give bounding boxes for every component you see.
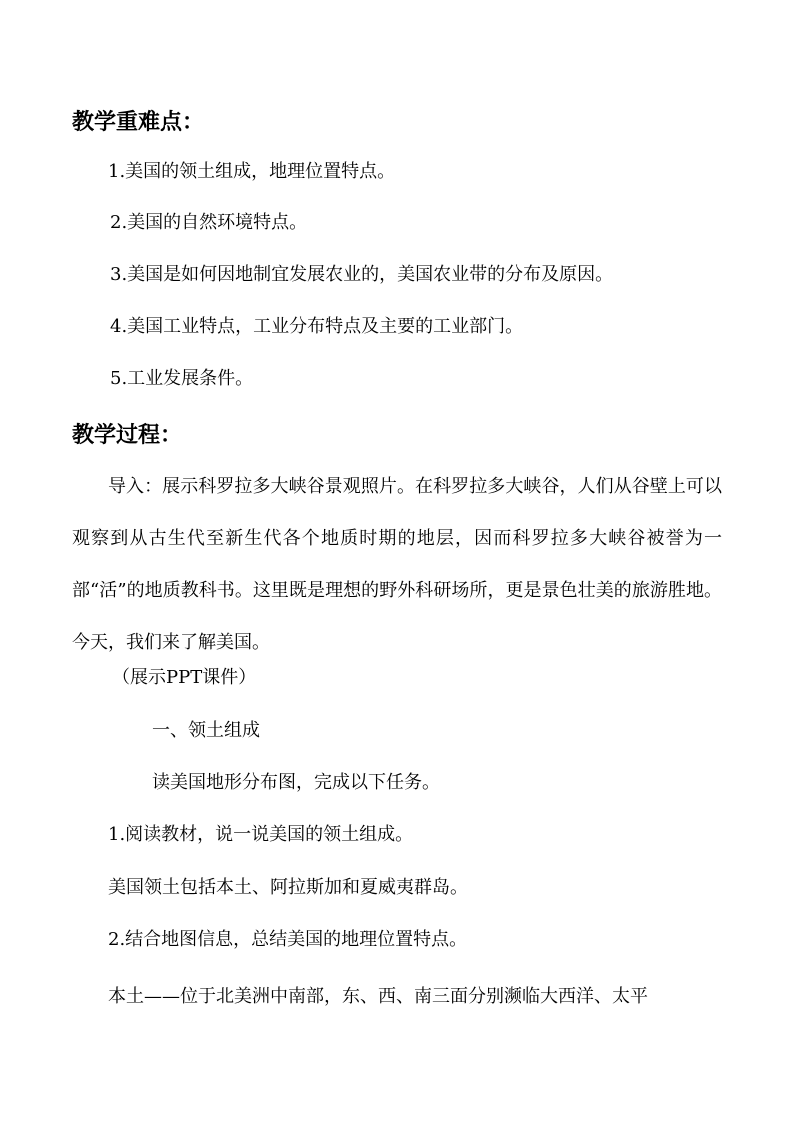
- difficulty-item-2: 2.美国的自然环境特点。: [110, 212, 308, 233]
- question-2: 2.结合地图信息，总结美国的地理位置特点。: [108, 929, 468, 950]
- subheading-territory: 一、领土组成: [152, 720, 260, 741]
- intro-paragraph: 导入：展示科罗拉多大峡谷景观照片。在科罗拉多大峡谷，人们从谷壁上可以观察到从古生代至新生代各个地质时期的地层，因而科罗拉多大峡谷被誉为一部“活”的地质教科书。这里既是理想的野外科研场所，更是景色壮美的旅游胜地。今天，我们来了解美国。: [72, 476, 722, 653]
- difficulty-item-4: 4.美国工业特点，工业分布特点及主要的工业部门。: [110, 316, 524, 337]
- difficulty-item-5: 5.工业发展条件。: [110, 368, 254, 389]
- section-heading-difficulties: 教学重难点：: [72, 110, 205, 135]
- task-intro: 读美国地形分布图，完成以下任务。: [152, 772, 440, 793]
- answer-2: 本土——位于北美洲中南部，东、西、南三面分别濒临大西洋、太平: [108, 986, 648, 1007]
- answer-1: 美国领土包括本土、阿拉斯加和夏威夷群岛。: [108, 877, 468, 898]
- difficulty-item-1: 1.美国的领土组成，地理位置特点。: [108, 161, 396, 182]
- question-1: 1.阅读教材，说一说美国的领土组成。: [108, 824, 414, 845]
- ppt-note: （展示PPT课件）: [112, 667, 257, 688]
- section-heading-process: 教学过程：: [72, 423, 183, 448]
- difficulty-item-3: 3.美国是如何因地制宜发展农业的，美国农业带的分布及原因。: [110, 264, 614, 285]
